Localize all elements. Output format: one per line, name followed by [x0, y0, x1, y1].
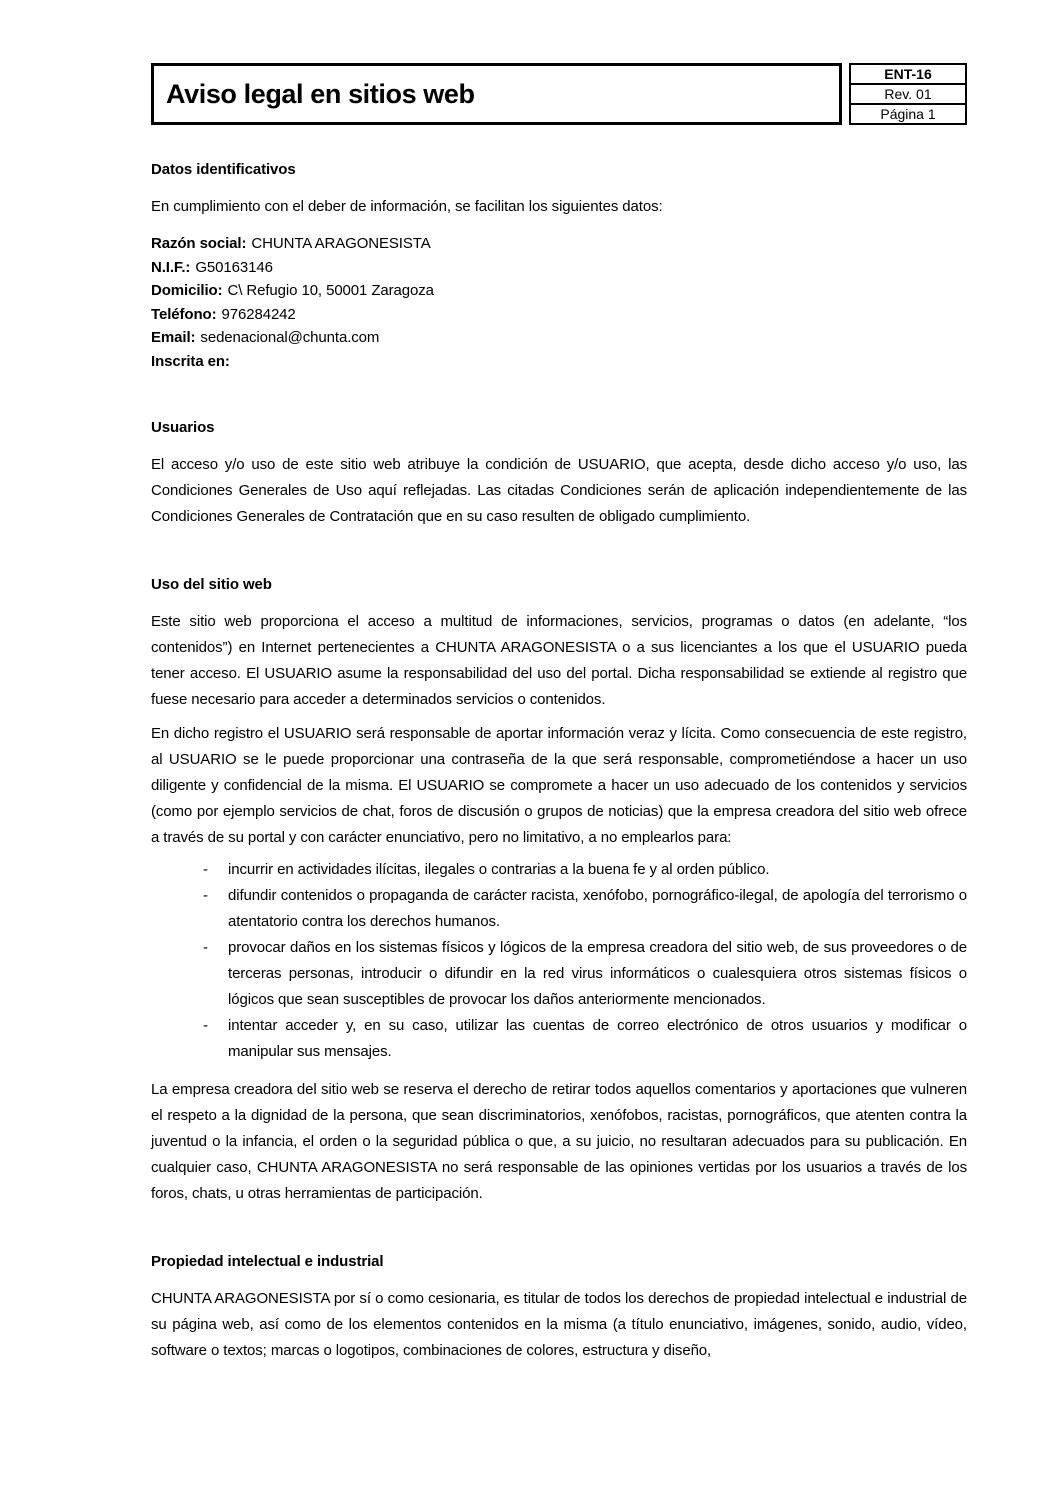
list-item-text: intentar acceder y, en su caso, utilizar las cuentas de correo electrónico de otros usuarios y modificar o manipular sus mensajes.: [228, 1017, 967, 1060]
list-item-text: incurrir en actividades ilícitas, ilegales o contrarias a la buena fe y al orden público.: [228, 861, 770, 878]
field-row-inscrita-en: [151, 350, 967, 374]
list-item: [203, 883, 967, 935]
field-row-nif: [151, 256, 967, 280]
section-heading-uso-del-sitio-web: Uso del sitio web: [151, 576, 272, 593]
field-value: G50163146: [195, 258, 273, 276]
section-heading-usuarios: Usuarios: [151, 419, 215, 436]
bullet-dash-marker: -: [203, 887, 208, 904]
field-label: Teléfono:: [151, 305, 217, 323]
identification-fields: [151, 232, 967, 373]
bullet-dash-marker: -: [203, 861, 208, 878]
field-label: Email:: [151, 329, 196, 346]
field-row-email: [151, 326, 967, 350]
field-label: Domicilio:: [151, 282, 223, 299]
section-heading-datos-identificativos: Datos identificativos: [151, 161, 296, 178]
list-item: [203, 1013, 967, 1065]
document-title: Aviso legal en sitios web: [166, 78, 475, 109]
list-item: [203, 857, 967, 883]
field-value: C\ Refugio 10, 50001 Zaragoza: [227, 282, 434, 299]
datos-intro-paragraph: En cumplimiento con el deber de información, se facilitan los siguientes datos:: [151, 198, 663, 215]
document-title-cell: [151, 63, 842, 125]
list-item-text: difundir contenidos o propaganda de carácter racista, xenófobo, pornográfico-ilegal, de apología del terrorismo o atentatorio contra los derechos humanos.: [228, 887, 967, 930]
field-value: 976284242: [221, 305, 296, 323]
doc-code-cell: ENT-16: [849, 63, 967, 85]
field-row-telefono: [151, 303, 967, 327]
header-code-column: [849, 63, 967, 125]
doc-revision-cell: Rev. 01: [849, 83, 967, 105]
propiedad-paragraph: CHUNTA ARAGONESISTA por sí o como cesionaria, es titular de todos los derechos de propiedad intelectual e industrial de su página web, así como de los elementos contenidos en la misma (a título enunciativo, imágenes, sonido, audio, vídeo, software o textos; marcas o logotipos, combinaciones de colores, estructura y diseño,: [151, 1290, 967, 1359]
uso-paragraph-1: Este sitio web proporciona el acceso a multitud de informaciones, servicios, programas o datos (en adelante, “los contenidos”) en Internet pertenecientes a CHUNTA ARAGONESISTA o a sus licenciantes a los que el USUARIO pueda tener acceso. El USUARIO asume la responsabilidad del uso del portal. Dicha responsabilidad se extiende al registro que fuese necesario para acceder a determinados servicios o contenidos.: [151, 613, 967, 708]
list-item: [203, 935, 967, 1013]
document-header: [151, 63, 967, 125]
field-label: Razón social:: [151, 235, 247, 252]
field-label: Inscrita en:: [151, 352, 230, 370]
uso-paragraph-2: En dicho registro el USUARIO será responsable de aportar información veraz y lícita. Como consecuencia de este registro, al USUARIO se le puede proporcionar una contraseña de la que será responsable, comprometiéndose a hacer un uso diligente y confidencial de la misma. El USUARIO se compromete a hacer un uso adecuado de los contenidos y servicios (como por ejemplo servicios de chat, foros de discusión o grupos de noticias) que la empresa creadora del sitio web ofrece a través de su portal y con carácter enunciativo, pero no limitativo, a no emplearlos para:: [151, 725, 967, 846]
uso-closing-paragraph: La empresa creadora del sitio web se reserva el derecho de retirar todos aquellos comentarios y aportaciones que vulneren el respeto a la dignidad de la persona, que sean discriminatorios, xenófobos, racistas, pornográficos, que atenten contra la juventud o la infancia, el orden o la seguridad pública o que, a su juicio, no resultaran adecuados para su publicación. En cualquier caso, CHUNTA ARAGONESISTA no será responsable de las opiniones vertidas por los usuarios a través de los foros, chats, u otras herramientas de participación.: [151, 1081, 967, 1202]
section-heading-propiedad-intelectual: Propiedad intelectual e industrial: [151, 1253, 384, 1270]
bullet-dash-marker: -: [203, 1017, 208, 1034]
field-value: CHUNTA ARAGONESISTA: [251, 235, 431, 252]
prohibited-uses-list: [203, 857, 967, 1065]
field-row-domicilio: [151, 279, 967, 303]
list-item-text: provocar daños en los sistemas físicos y lógicos de la empresa creadora del sitio web, de sus proveedores o de terceras personas, introducir o difundir en la red virus informáticos o cualesquiera otros sistemas físicos o lógicos que sean susceptibles de provocar los daños anteriormente mencionados.: [228, 939, 967, 1008]
doc-page-number-cell: Página 1: [849, 103, 967, 125]
field-label: N.I.F.:: [151, 258, 191, 276]
bullet-dash-marker: -: [203, 939, 208, 956]
field-value: sedenacional@chunta.com: [200, 329, 380, 346]
usuarios-paragraph: El acceso y/o uso de este sitio web atribuye la condición de USUARIO, que acepta, desde dicho acceso y/o uso, las Condiciones Generales de Uso aquí reflejadas. Las citadas Condiciones serán de aplicación independientemente de las Condiciones Generales de Contratación que en su caso resulten de obligado cumplimiento.: [151, 456, 967, 525]
field-row-razon-social: [151, 232, 967, 256]
